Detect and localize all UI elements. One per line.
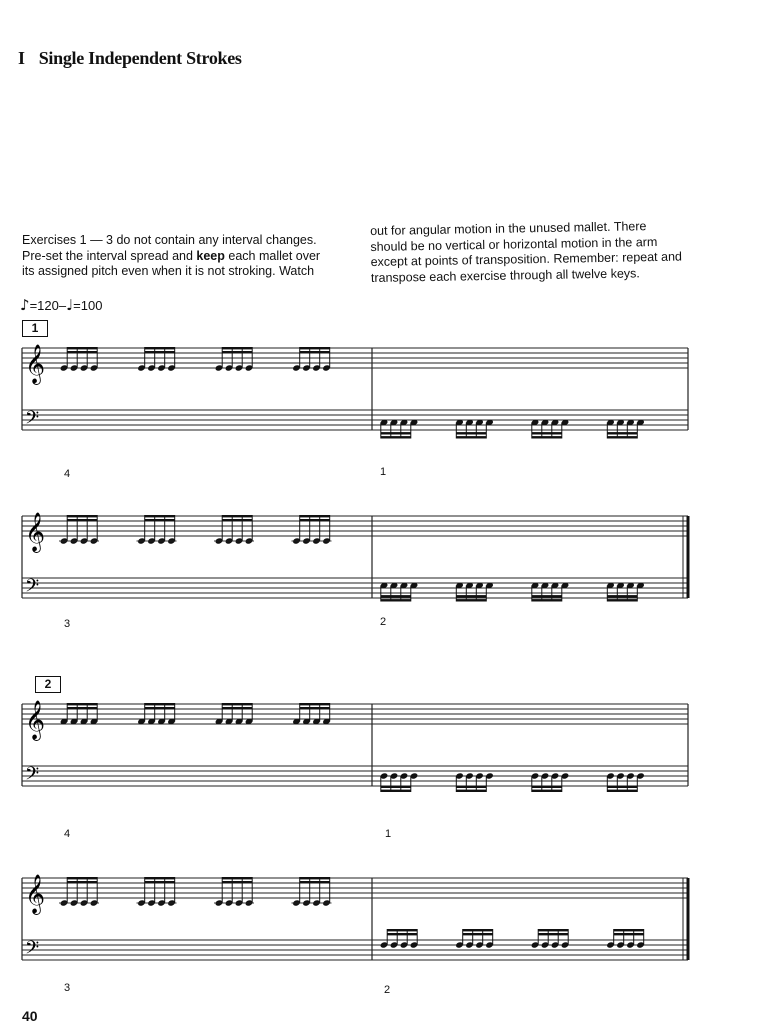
note-beam	[607, 599, 637, 601]
note-beam	[463, 933, 493, 935]
note-beam	[381, 790, 411, 792]
tempo-quarter-value: =100	[73, 298, 103, 313]
note-beam	[67, 351, 97, 353]
note-beam	[222, 703, 252, 705]
note-beam	[538, 933, 568, 935]
exercise-number-box: 1	[22, 320, 48, 337]
grand-staff	[0, 696, 768, 806]
note-beam	[222, 351, 252, 353]
finger-number: 3	[64, 982, 71, 994]
note-beam	[222, 707, 252, 709]
intro-line: except at points of transposition. Remember: repeat and	[370, 249, 683, 269]
bass-clef-icon: 𝄢	[25, 938, 40, 963]
tempo-marking	[20, 296, 102, 314]
note-beam	[145, 877, 175, 879]
finger-number: 4	[64, 468, 71, 480]
note-beam	[614, 929, 644, 931]
intro-text-left	[22, 233, 342, 280]
intro-line: out for angular motion in the unused mallet. There	[370, 219, 647, 238]
music-system	[0, 870, 768, 996]
music-system	[0, 696, 768, 840]
note-beam	[538, 929, 568, 931]
note-beam	[300, 877, 330, 879]
note-beam	[607, 595, 637, 597]
note-beam	[222, 877, 252, 879]
grand-staff	[0, 508, 768, 618]
grand-staff	[0, 870, 768, 980]
note-beam	[532, 599, 562, 601]
quarter-note-icon: ♩	[66, 296, 74, 314]
note-beam	[387, 933, 417, 935]
note-beam	[381, 436, 411, 438]
bass-clef-icon: 𝄢	[25, 764, 40, 789]
note-beam	[222, 515, 252, 517]
treble-clef-icon: 𝄞	[25, 512, 46, 552]
note-beam	[300, 703, 330, 705]
finger-number: 4	[64, 828, 71, 840]
note-beam	[67, 519, 97, 521]
intro-line: its assigned pitch even when it is not stroking. Watch	[22, 264, 315, 278]
tempo-eighth-value: =120–	[29, 298, 67, 313]
note-beam	[300, 351, 330, 353]
note-beam	[614, 933, 644, 935]
grand-staff	[0, 340, 768, 450]
treble-clef-icon: 𝄞	[25, 344, 46, 384]
note-beam	[532, 432, 562, 434]
note-beam	[67, 707, 97, 709]
intro-line: Pre-set the interval spread and keep each mallet over	[22, 248, 321, 263]
intro-line: should be no vertical or horizontal motion in the arm	[370, 234, 658, 254]
note-beam	[456, 436, 486, 438]
note-beam	[67, 703, 97, 705]
note-beam	[381, 786, 411, 788]
note-beam	[145, 707, 175, 709]
note-beam	[532, 436, 562, 438]
music-system	[0, 508, 768, 630]
note-beam	[532, 595, 562, 597]
note-beam	[607, 432, 637, 434]
note-beam	[300, 707, 330, 709]
note-beam	[145, 351, 175, 353]
note-beam	[145, 515, 175, 517]
bass-clef-icon: 𝄢	[25, 576, 40, 601]
intro-line: Exercises 1 — 3 do not contain any interval changes.	[22, 233, 317, 247]
note-beam	[381, 432, 411, 434]
note-beam	[607, 790, 637, 792]
note-beam	[300, 881, 330, 883]
chapter-title: Single Independent Strokes	[38, 48, 242, 68]
note-beam	[456, 599, 486, 601]
finger-number: 2	[384, 984, 391, 996]
intro-line: transpose each exercise through all twelve keys.	[370, 265, 640, 285]
note-beam	[532, 790, 562, 792]
note-beam	[607, 786, 637, 788]
note-beam	[145, 519, 175, 521]
note-beam	[387, 929, 417, 931]
note-beam	[456, 595, 486, 597]
note-beam	[456, 790, 486, 792]
music-system	[0, 340, 768, 480]
page-number: 40	[22, 1008, 38, 1024]
note-beam	[300, 515, 330, 517]
finger-number: 2	[380, 616, 387, 628]
note-beam	[145, 703, 175, 705]
note-beam	[222, 881, 252, 883]
bass-clef-icon: 𝄢	[25, 408, 40, 433]
note-beam	[67, 881, 97, 883]
treble-clef-icon: 𝄞	[25, 874, 46, 914]
note-beam	[67, 515, 97, 517]
note-beam	[145, 881, 175, 883]
note-beam	[222, 519, 252, 521]
note-beam	[456, 786, 486, 788]
finger-number: 1	[385, 828, 392, 840]
note-beam	[456, 432, 486, 434]
note-beam	[300, 519, 330, 521]
note-beam	[532, 786, 562, 788]
finger-number: 1	[380, 466, 387, 478]
note-beam	[145, 347, 175, 349]
note-beam	[67, 877, 97, 879]
note-beam	[607, 436, 637, 438]
note-beam	[222, 347, 252, 349]
intro-text-right	[370, 218, 701, 286]
chapter-heading	[18, 48, 242, 69]
note-beam	[381, 599, 411, 601]
finger-number: 3	[64, 618, 71, 630]
note-beam	[381, 595, 411, 597]
note-beam	[300, 347, 330, 349]
treble-clef-icon: 𝄞	[25, 700, 46, 740]
note-beam	[67, 347, 97, 349]
exercise-number-box: 2	[35, 676, 61, 693]
eighth-note-icon: ♪	[20, 296, 30, 314]
chapter-number: I	[18, 48, 25, 68]
note-beam	[463, 929, 493, 931]
